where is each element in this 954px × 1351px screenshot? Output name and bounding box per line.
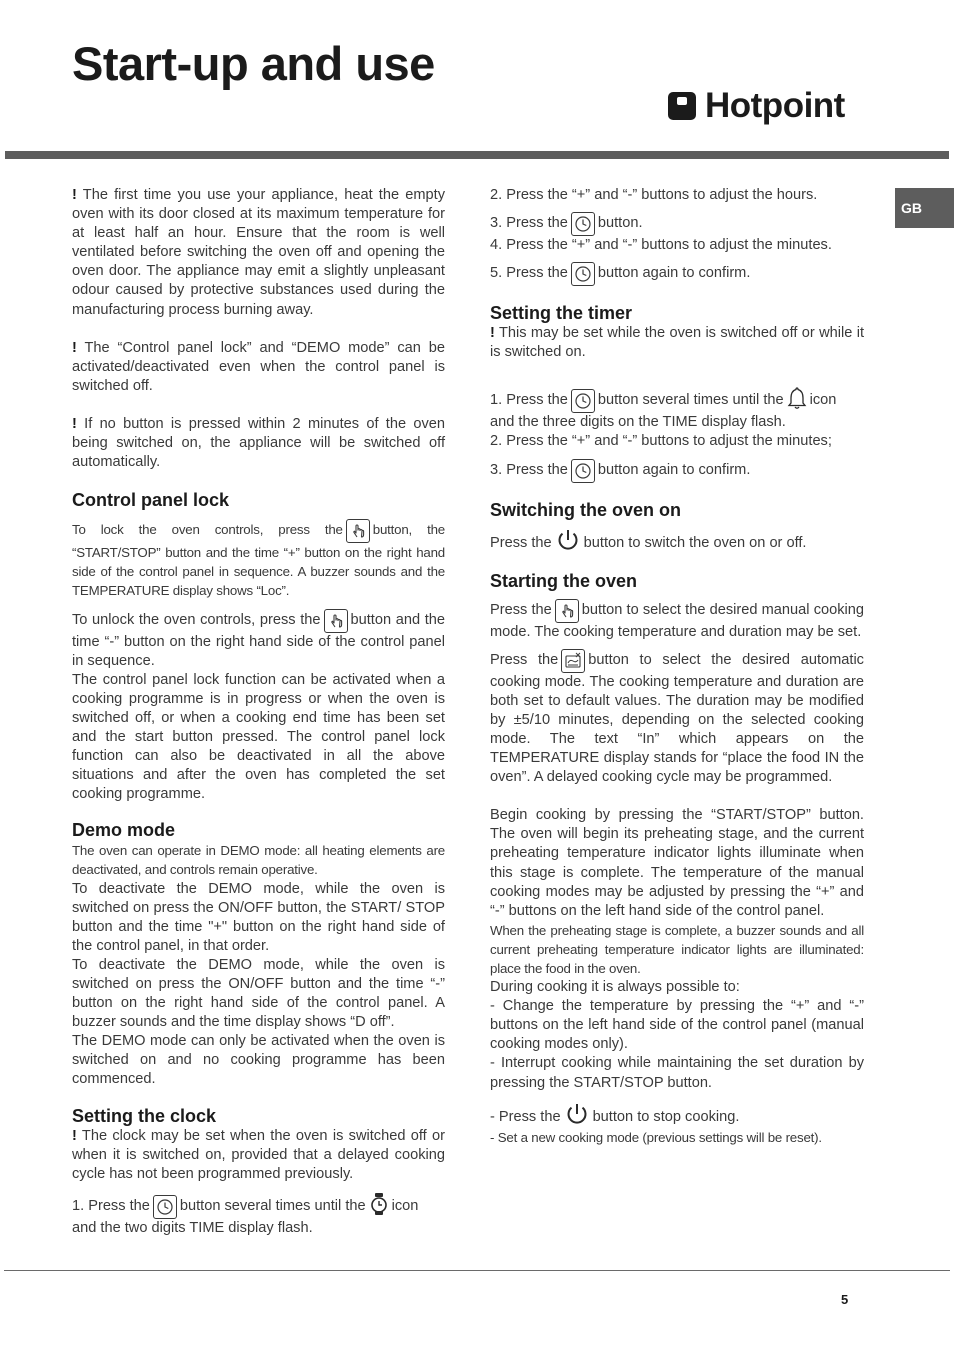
heading-switching-oven-on: Switching the oven on — [490, 499, 682, 520]
clock-button-icon — [153, 1195, 177, 1219]
paragraph-first-use: ! The first time you use your appliance, heat the empty oven with its door closed at its maximum temperature for at least half an hour. Ensure that the room is well ventilated before switching the oven off and opening the oven door. The appliance may emit a slightly unpleasant odour caused by protective substances used during the manufacturing process burning away. — [72, 187, 445, 318]
power-button-icon — [564, 1102, 590, 1128]
paragraph-clock-step2: 2. Press the “+” and “-” buttons to adjust the hours. — [490, 187, 818, 203]
warning-mark: ! — [490, 325, 495, 342]
paragraph-lock-function: The control panel lock function can be activated when a cooking programme is in progress or when the oven is switched off, or when a cooking end time has been set and the start button pressed. The control panel lock function can also be deactivated in all the above situations and after the oven has completed the set cooking programme. — [72, 671, 445, 803]
paragraph-clock-step1: 1. Press the button several times until the icon and the two digits TIME display flash. — [72, 1192, 445, 1238]
left-column — [72, 186, 445, 1238]
heading-demo-mode: Demo mode — [72, 820, 176, 841]
paragraph-start-automatic: Press the button to select the desired automatic cooking mode. The cooking temperature and duration are both set to default values. The duration may be modified by ±5/10 minutes, depending on the selected cooking mode. The text “In” which appears on the TEMPERATURE display stands for “place the food IN the oven”. A delayed cooking cycle may be programmed. — [490, 649, 864, 788]
heading-setting-the-timer: Setting the timer — [490, 303, 633, 324]
brand-logo — [668, 86, 845, 126]
bell-icon — [787, 386, 807, 410]
paragraph-preheating-complete: When the preheating stage is complete, a buzzer sounds and all current preheating temperature indicator lights are illuminated: place the food in the oven. — [490, 922, 864, 976]
list-item-interrupt-cooking: - Interrupt cooking while maintaining the set duration by pressing the START/STOP button. — [490, 1055, 864, 1091]
paragraph-clock-step5: 5. Press the button again to confirm. — [490, 262, 864, 286]
paragraph-begin-cooking: Begin cooking by pressing the “START/STOP” button. The oven will begin its preheating stage, and the current preheating temperature indicator lights illuminate when this stage is complete. The temperature of the manual cooking modes may be adjusted by pressing the “+” and “-” buttons on the left hand side of the control panel. — [490, 807, 864, 919]
right-column — [490, 186, 864, 1147]
paragraph-start-manual: Press the button to select the desired manual cooking mode. The cooking temperature and duration may be set. — [490, 599, 864, 642]
paragraph-demo-activation: The DEMO mode can only be activated when the oven is switched on and no cooking programme has been commenced. — [72, 1033, 445, 1088]
timer-icon — [369, 1192, 389, 1216]
paragraph-demo-deactivate-on: To deactivate the DEMO mode, while the oven is switched on press the ON/OFF button, the START/ STOP button and the time "+" button on the right hand side of the control panel, in that order. — [72, 880, 445, 954]
paragraph-timer-step2: 2. Press the “+” and “-” buttons to adjust the minutes; — [490, 433, 832, 450]
heading-control-panel-lock: Control panel lock — [72, 490, 230, 511]
clock-button-icon — [571, 262, 595, 286]
paragraph-switch-on: Press the button to switch the oven on or off. — [490, 528, 864, 554]
list-item-stop-cooking: - Press the button to stop cooking. — [490, 1102, 864, 1128]
paragraph-timer-step3: 3. Press the button again to confirm. — [490, 459, 864, 483]
paragraph-lock: To lock the oven controls, press the button, the “START/STOP” button and the time “+” button on the right hand side of the control panel in sequence. A buzzer sounds and the TEMPERATURE display shows “Loc”. — [72, 519, 445, 600]
brand-name: Hotpoint — [705, 86, 845, 125]
paragraph-auto-off: ! If no button is pressed within 2 minutes of the oven being switched on, the appliance will be switched off automatically. — [72, 415, 445, 471]
list-item-change-temperature: - Change the temperature by pressing the “+” and “-” buttons on the left hand side of the control panel (manual cooking modes only). — [490, 998, 864, 1053]
hotpoint-logo-icon — [668, 92, 696, 120]
heading-starting-the-oven: Starting the oven — [490, 570, 638, 591]
page-number: 5 — [841, 1292, 849, 1307]
paragraph-demo-deactivate-buzzer: To deactivate the DEMO mode, while the oven is switched on press the ON/OFF button and the time “-” button on the right hand side of the control panel. A buzzer sounds and the time display shows “D off”. — [72, 956, 445, 1031]
warning-mark: ! — [72, 415, 77, 432]
paragraph-clock-step4: 4. Press the “+” and “-” buttons to adjust the minutes. — [490, 237, 832, 254]
clock-button-icon — [571, 212, 595, 236]
paragraph-demo-intro: The oven can operate in DEMO mode: all heating elements are deactivated, and controls remain operative. — [72, 843, 445, 878]
warning-mark: ! — [72, 1127, 77, 1144]
hand-button-icon — [324, 609, 348, 633]
hand-button-icon — [346, 519, 370, 543]
paragraph-during-cooking: During cooking it is always possible to: — [490, 979, 740, 996]
paragraph-timer-note: ! This may be set while the oven is switched off or while it is switched on. — [490, 325, 864, 361]
paragraph-clock-step3: 3. Press the button. — [490, 212, 864, 236]
footer-divider — [4, 1270, 950, 1271]
clock-button-icon — [571, 459, 595, 483]
warning-mark: ! — [72, 187, 77, 203]
paragraph-clock-note: ! The clock may be set when the oven is switched off or when it is switched on, provided that a delayed cooking cycle has not been programmed previously. — [72, 1127, 445, 1182]
language-tab: GB — [895, 188, 954, 228]
auto-programme-button-icon — [561, 649, 585, 673]
paragraph-timer-step1: 1. Press the button several times until the icon and the three digits on the TIME display flash. — [490, 386, 864, 432]
paragraph-lock-note: ! The “Control panel lock” and “DEMO mode” can be activated/deactivated even when the control panel is switched off. — [72, 339, 445, 394]
page-title: Start-up and use — [72, 37, 435, 90]
header-divider — [5, 151, 949, 159]
hand-button-icon — [555, 599, 579, 623]
heading-setting-the-clock: Setting the clock — [72, 1105, 217, 1126]
paragraph-unlock: To unlock the oven controls, press the button and the time “-” button on the right hand side of the control panel in sequence. — [72, 609, 445, 671]
list-item-new-cooking-mode: - Set a new cooking mode (previous settings will be reset). — [490, 1129, 822, 1145]
clock-button-icon — [571, 389, 595, 413]
power-button-icon — [555, 528, 581, 554]
warning-mark: ! — [72, 339, 77, 356]
